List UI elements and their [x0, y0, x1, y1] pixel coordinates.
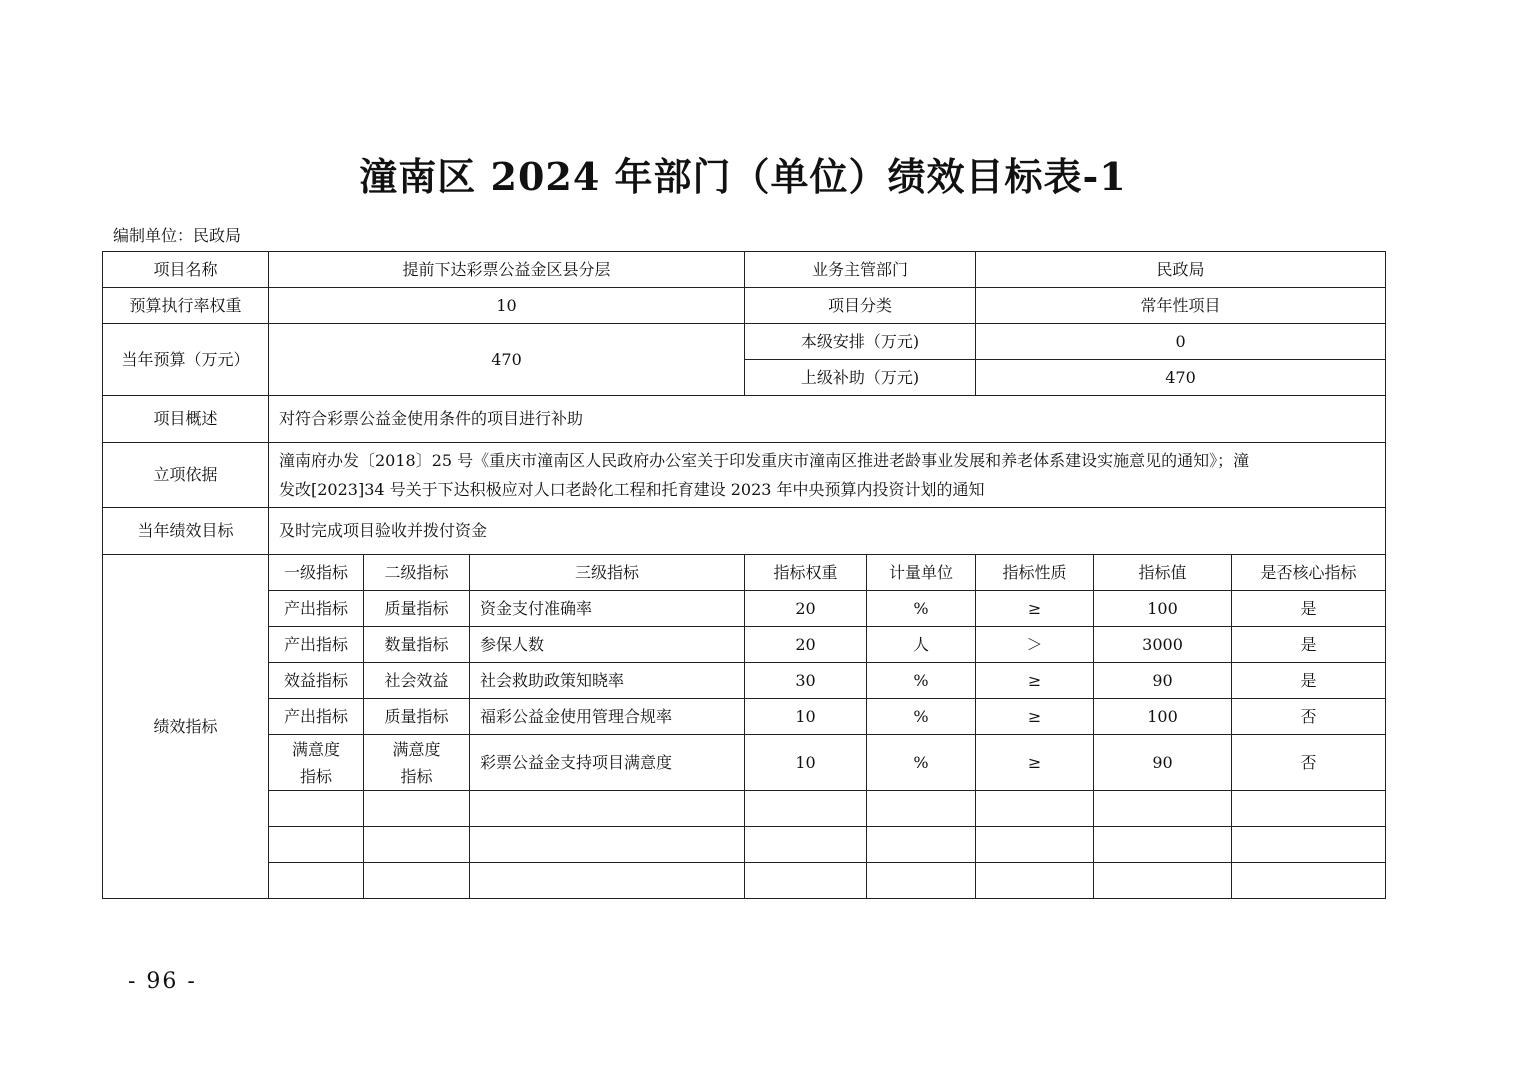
cell-core: 是	[1232, 627, 1386, 663]
cell-nature: ≥	[976, 591, 1094, 627]
cell-value: 90	[1094, 735, 1232, 791]
cell-level3: 社会救助政策知晓率	[470, 663, 745, 699]
cell-level3: 参保人数	[470, 627, 745, 663]
cell-level2: 数量指标	[364, 627, 470, 663]
goal-label: 当年绩效目标	[103, 508, 269, 555]
cell-weight: 20	[745, 627, 867, 663]
cell-level1: 效益指标	[269, 663, 364, 699]
project-name: 提前下达彩票公益金区县分层	[269, 252, 745, 288]
basis-line-2: 发改[2023]34 号关于下达积极应对人口老龄化工程和托育建设 2023 年中央预算内投资计划的通知	[279, 480, 985, 499]
cell-level1: 产出指标	[269, 699, 364, 735]
header-core: 是否核心指标	[1232, 555, 1386, 591]
header-nature: 指标性质	[976, 555, 1094, 591]
budget-label: 当年预算（万元）	[103, 324, 269, 396]
header-level1: 一级指标	[269, 555, 364, 591]
performance-target-table	[102, 251, 1386, 899]
indicator-row	[103, 663, 1386, 699]
cell-level1	[269, 735, 364, 791]
cell-nature: ≥	[976, 663, 1094, 699]
header-weight: 指标权重	[745, 555, 867, 591]
overview-value: 对符合彩票公益金使用条件的项目进行补助	[269, 396, 1386, 443]
dept-value: 民政局	[976, 252, 1386, 288]
indicators-label: 绩效指标	[103, 555, 269, 899]
dept-label: 业务主管部门	[745, 252, 976, 288]
cell-weight: 10	[745, 699, 867, 735]
project-name-label: 项目名称	[103, 252, 269, 288]
cell-level3: 资金支付准确率	[470, 591, 745, 627]
category-label: 项目分类	[745, 288, 976, 324]
budget-value: 470	[269, 324, 745, 396]
indicator-row	[103, 627, 1386, 663]
upper-value: 470	[976, 360, 1386, 396]
cell-level1: 产出指标	[269, 591, 364, 627]
cell-value: 3000	[1094, 627, 1232, 663]
indicator-row	[103, 735, 1386, 791]
cell-core: 是	[1232, 591, 1386, 627]
cell-level1-line2: 指标	[299, 766, 332, 786]
cell-level3: 福彩公益金使用管理合规率	[470, 699, 745, 735]
cell-unit: %	[867, 735, 976, 791]
upper-label: 上级补助（万元)	[745, 360, 976, 396]
table-row	[103, 443, 1386, 508]
cell-unit: %	[867, 699, 976, 735]
empty-row	[103, 863, 1386, 899]
table-row	[103, 324, 1386, 360]
cell-core: 否	[1232, 699, 1386, 735]
cell-weight: 10	[745, 735, 867, 791]
header-unit: 计量单位	[867, 555, 976, 591]
local-value: 0	[976, 324, 1386, 360]
empty-row	[103, 791, 1386, 827]
cell-nature: ≥	[976, 735, 1094, 791]
cell-level1: 产出指标	[269, 627, 364, 663]
cell-nature: ≥	[976, 699, 1094, 735]
cell-level2-line1: 满意度	[392, 739, 441, 759]
cell-level2: 社会效益	[364, 663, 470, 699]
table-row	[103, 396, 1386, 443]
cell-weight: 30	[745, 663, 867, 699]
weight-label: 预算执行率权重	[103, 288, 269, 324]
weight-value: 10	[269, 288, 745, 324]
cell-weight: 20	[745, 591, 867, 627]
page-title: 潼南区 2024 年部门（单位）绩效目标表-1	[359, 154, 1127, 199]
table-row	[103, 508, 1386, 555]
cell-level2	[364, 735, 470, 791]
header-value: 指标值	[1094, 555, 1232, 591]
indicator-row	[103, 699, 1386, 735]
local-label: 本级安排（万元)	[745, 324, 976, 360]
overview-label: 项目概述	[103, 396, 269, 443]
cell-core: 是	[1232, 663, 1386, 699]
page-number: - 96 -	[128, 969, 197, 994]
basis-line-1: 潼南府办发〔2018〕25 号《重庆市潼南区人民政府办公室关于印发重庆市潼南区推进老龄事业发展和养老体系建设实施意见的通知》；潼	[279, 451, 1250, 470]
basis-value	[269, 443, 1386, 508]
compiling-unit: 编制单位：民政局	[113, 226, 242, 245]
cell-level2-line2: 指标	[400, 766, 433, 786]
cell-unit: %	[867, 591, 976, 627]
cell-unit: %	[867, 663, 976, 699]
cell-value: 100	[1094, 591, 1232, 627]
empty-row	[103, 827, 1386, 863]
basis-label: 立项依据	[103, 443, 269, 508]
cell-level1-line1: 满意度	[291, 739, 340, 759]
table-row	[103, 252, 1386, 288]
indicator-header-row	[103, 555, 1386, 591]
header-level3: 三级指标	[470, 555, 745, 591]
table-row	[103, 288, 1386, 324]
cell-unit: 人	[867, 627, 976, 663]
header-level2: 二级指标	[364, 555, 470, 591]
cell-level2: 质量指标	[364, 591, 470, 627]
indicator-row	[103, 591, 1386, 627]
goal-value: 及时完成项目验收并拨付资金	[269, 508, 1386, 555]
category-value: 常年性项目	[976, 288, 1386, 324]
cell-core: 否	[1232, 735, 1386, 791]
cell-value: 90	[1094, 663, 1232, 699]
cell-value: 100	[1094, 699, 1232, 735]
cell-level2: 质量指标	[364, 699, 470, 735]
cell-nature: ＞	[976, 627, 1094, 663]
cell-level3: 彩票公益金支持项目满意度	[470, 735, 745, 791]
